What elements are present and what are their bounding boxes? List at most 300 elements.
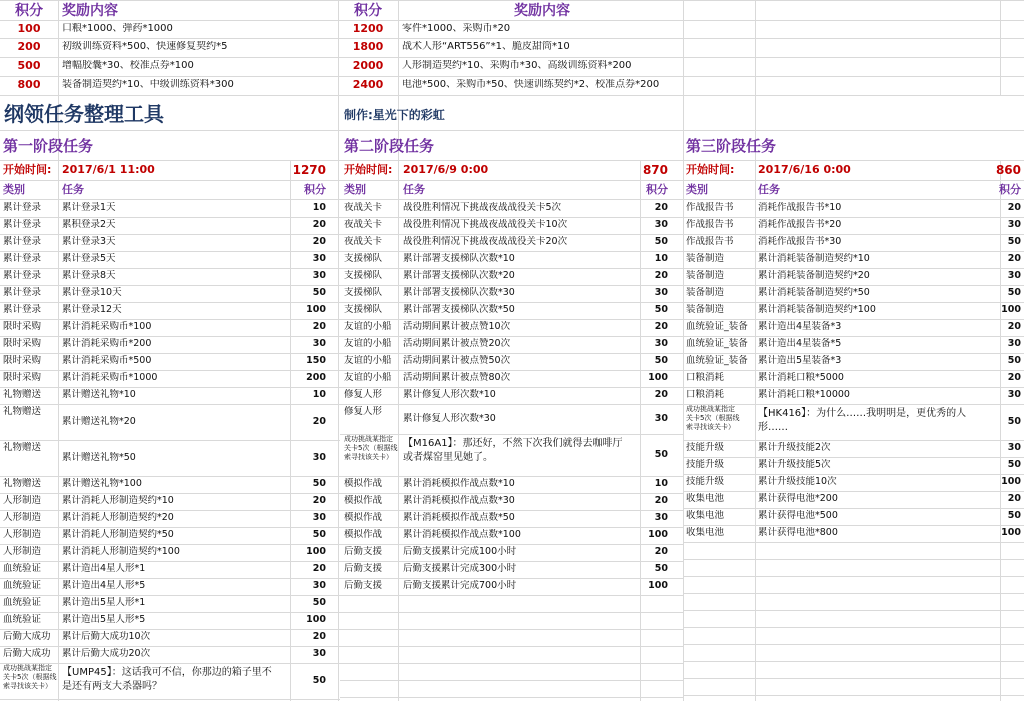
score-header: 积分 xyxy=(999,183,1021,196)
task-score: 50 xyxy=(312,529,326,540)
task-score: 50 xyxy=(654,563,668,574)
task-score: 20 xyxy=(312,631,326,642)
grid-line xyxy=(683,474,1024,475)
task-description: 战役胜利情况下挑战夜战战役关卡20次 xyxy=(403,236,568,247)
task-description: 【UMP45】：这话我可不信，你那边的箱子里不是还有两支大杀器吗？ xyxy=(62,667,272,692)
grid-line xyxy=(683,251,1024,252)
task-category: 友谊的小船 xyxy=(344,338,392,349)
task-description: 累计后勤大成功10次 xyxy=(62,631,151,642)
score-header: 积分 xyxy=(304,183,326,196)
grid-line xyxy=(683,234,1024,235)
grid-line xyxy=(683,542,1024,543)
task-score: 50 xyxy=(1007,287,1021,298)
task-description: 累计消耗模拟作战点数*30 xyxy=(403,495,515,506)
start-time-label: 开始时间: xyxy=(3,163,52,176)
task-score: 30 xyxy=(1007,442,1021,453)
task-category: 血统验证 xyxy=(3,597,42,608)
reward-score: 2000 xyxy=(352,60,384,72)
grid-line xyxy=(0,440,340,441)
task-score: 50 xyxy=(654,236,668,247)
task-description: 消耗作战报告书*20 xyxy=(758,219,842,230)
task-category: 支援梯队 xyxy=(344,287,383,298)
grid-line xyxy=(0,160,1024,161)
task-score: 20 xyxy=(1007,321,1021,332)
grid-line xyxy=(340,302,683,303)
task-description: 消耗作战报告书*10 xyxy=(758,202,842,213)
grid-line xyxy=(340,646,683,647)
task-description: 战役胜利情况下挑战夜战战役关卡5次 xyxy=(403,202,562,213)
task-score: 20 xyxy=(312,236,326,247)
task-category: 累计登录 xyxy=(3,287,42,298)
task-category: 修复人形 xyxy=(344,389,383,400)
task-category: 限时采购 xyxy=(3,338,42,349)
task-description: 累计消耗人形制造契约*50 xyxy=(62,529,174,540)
task-score: 30 xyxy=(654,512,668,523)
task-score: 50 xyxy=(654,304,668,315)
task-description: 累计消耗口粮*10000 xyxy=(758,389,850,400)
task-category: 人形制造 xyxy=(3,529,42,540)
task-category: 累计登录 xyxy=(3,236,42,247)
task-score: 20 xyxy=(312,495,326,506)
task-header: 任务 xyxy=(62,183,84,196)
task-description: 累计登录8天 xyxy=(62,270,116,281)
grid-line xyxy=(0,646,340,647)
task-category: 作战报告书 xyxy=(686,202,734,213)
grid-line xyxy=(340,217,683,218)
task-description: 后勤支援累计完成100小时 xyxy=(403,546,517,557)
grid-line xyxy=(340,680,683,681)
task-description: 累计消耗装备制造契约*10 xyxy=(758,253,870,264)
task-description: 累计消耗人形制造契约*20 xyxy=(62,512,174,523)
grid-line xyxy=(0,578,340,579)
task-category: 礼物赠送 xyxy=(3,478,42,489)
task-category: 口粮消耗 xyxy=(686,372,725,383)
grid-line xyxy=(683,285,1024,286)
task-category: 支援梯队 xyxy=(344,304,383,315)
task-description: 后勤支援累计完成700小时 xyxy=(403,580,517,591)
grid-line xyxy=(340,476,683,477)
task-description: 累计消耗装备制造契约*20 xyxy=(758,270,870,281)
task-score: 20 xyxy=(312,321,326,332)
start-time: 2017/6/16 0:00 xyxy=(758,163,851,176)
task-header: 任务 xyxy=(403,183,425,196)
task-description: 累计登录1天 xyxy=(62,202,116,213)
grid-line xyxy=(0,595,340,596)
task-category: 累计登录 xyxy=(3,270,42,281)
task-category: 人形制造 xyxy=(3,495,42,506)
grid-line xyxy=(340,510,683,511)
task-category: 模拟作战 xyxy=(344,495,383,506)
reward-content: 电池*500、采购币*50、快速训练契约*2、校准点券*200 xyxy=(402,79,660,90)
task-description: 累计消耗模拟作战点数*100 xyxy=(403,529,521,540)
task-score: 30 xyxy=(654,412,668,424)
task-description: 活动期间累计被点赞80次 xyxy=(403,372,511,383)
task-description: 活动期间累计被点赞50次 xyxy=(403,355,511,366)
task-description: 累计部署支援梯队次数*10 xyxy=(403,253,515,264)
grid-line xyxy=(340,544,683,545)
task-category: 模拟作战 xyxy=(344,529,383,540)
task-description: 累计消耗装备制造契约*100 xyxy=(758,304,876,315)
task-category: 收集电池 xyxy=(686,493,725,504)
task-description: 消耗作战报告书*30 xyxy=(758,236,842,247)
grid-line xyxy=(683,508,1024,509)
task-description: 累计消耗采购币*1000 xyxy=(62,372,158,383)
task-category: 装备制造 xyxy=(686,270,725,281)
grid-line xyxy=(340,578,683,579)
grid-line xyxy=(340,612,683,613)
task-description: 累计修复人形次数*30 xyxy=(403,412,496,424)
task-description: 战役胜利情况下挑战夜战战役关卡10次 xyxy=(403,219,568,230)
task-category: 成功挑战某指定关卡5次（根据线索寻找该关卡） xyxy=(344,435,398,461)
task-description: 累计消耗人形制造契约*100 xyxy=(62,546,180,557)
task-score: 20 xyxy=(312,219,326,230)
grid-line xyxy=(683,661,1024,662)
grid-line xyxy=(0,285,340,286)
stage-title: 第三阶段任务 xyxy=(686,137,777,155)
grid-line xyxy=(0,612,340,613)
grid-line xyxy=(683,678,1024,679)
author-credit: 制作:星光下的彩虹 xyxy=(344,108,445,122)
task-score: 30 xyxy=(312,338,326,349)
grid-line xyxy=(340,527,683,528)
task-score: 20 xyxy=(654,389,668,400)
task-category: 后勤支援 xyxy=(344,580,383,591)
task-score: 200 xyxy=(306,372,326,383)
grid-line xyxy=(0,199,1024,200)
task-description: 累计登录3天 xyxy=(62,236,116,247)
grid-line xyxy=(0,20,1024,21)
task-description: 累计赠送礼物*50 xyxy=(62,451,136,463)
task-description: 累计升级技能5次 xyxy=(758,459,831,470)
grid-line xyxy=(683,0,684,701)
grid-line xyxy=(0,0,1024,1)
task-description: 累计部署支援梯队次数*30 xyxy=(403,287,515,298)
task-score: 20 xyxy=(654,495,668,506)
reward-content-header: 奖励内容 xyxy=(62,3,118,19)
task-category: 夜战关卡 xyxy=(344,219,383,230)
task-description: 累计造出4星人形*5 xyxy=(62,580,146,591)
stage-title: 第一阶段任务 xyxy=(3,137,94,155)
task-category: 口粮消耗 xyxy=(686,389,725,400)
reward-score: 1800 xyxy=(352,41,384,53)
task-description: 累计造出4星装备*5 xyxy=(758,338,842,349)
grid-line xyxy=(340,697,683,698)
start-time: 2017/6/9 0:00 xyxy=(403,163,489,176)
task-score: 30 xyxy=(312,512,326,523)
task-score: 50 xyxy=(654,355,668,366)
task-description: 累计造出5星装备*3 xyxy=(758,355,842,366)
task-score: 50 xyxy=(1007,355,1021,366)
stage-title: 第二阶段任务 xyxy=(344,137,435,155)
task-score: 20 xyxy=(312,415,326,427)
category-header: 类别 xyxy=(3,183,25,196)
grid-line xyxy=(340,353,683,354)
grid-line xyxy=(683,336,1024,337)
grid-line xyxy=(0,561,340,562)
grid-line xyxy=(340,561,683,562)
start-time: 2017/6/1 11:00 xyxy=(62,163,155,176)
task-category: 血统验证 xyxy=(3,580,42,591)
grid-line xyxy=(0,370,340,371)
task-score: 10 xyxy=(312,389,326,400)
task-description: 累计获得电池*800 xyxy=(758,527,838,538)
task-description: 累计消耗采购币*200 xyxy=(62,338,152,349)
task-score: 20 xyxy=(654,546,668,557)
reward-content-header: 奖励内容 xyxy=(514,3,570,19)
task-description: 累计消耗采购币*500 xyxy=(62,355,152,366)
task-category: 限时采购 xyxy=(3,355,42,366)
grid-line xyxy=(340,387,683,388)
task-description: 累计赠送礼物*10 xyxy=(62,389,136,400)
category-header: 类别 xyxy=(344,183,366,196)
task-category: 后勤大成功 xyxy=(3,631,51,642)
task-category: 礼物赠送 xyxy=(3,389,42,400)
task-description: 累计消耗装备制造契约*50 xyxy=(758,287,870,298)
task-category: 累计登录 xyxy=(3,253,42,264)
task-category: 作战报告书 xyxy=(686,236,734,247)
reward-score-header: 积分 xyxy=(15,3,43,19)
grid-line xyxy=(1000,0,1001,95)
grid-line xyxy=(340,404,683,405)
grid-line xyxy=(0,699,340,700)
category-header: 类别 xyxy=(686,183,708,196)
task-score: 30 xyxy=(312,451,326,463)
reward-content: 初级训练资料*500、快速修复契约*5 xyxy=(62,41,228,52)
grid-line xyxy=(683,353,1024,354)
stage-total-score: 870 xyxy=(642,163,668,177)
task-score: 50 xyxy=(312,287,326,298)
task-description: 累计消耗人形制造契约*10 xyxy=(62,495,174,506)
task-category: 支援梯队 xyxy=(344,270,383,281)
task-category: 累计登录 xyxy=(3,219,42,230)
reward-content: 增幅胶囊*30、校准点券*100 xyxy=(62,60,194,71)
task-category: 血统验证_装备 xyxy=(686,338,748,349)
task-category: 友谊的小船 xyxy=(344,355,392,366)
task-category: 作战报告书 xyxy=(686,219,734,230)
task-category: 后勤支援 xyxy=(344,546,383,557)
task-category: 夜战关卡 xyxy=(344,236,383,247)
task-score: 30 xyxy=(1007,219,1021,230)
task-description: 【HK416】：为什么……我明明是，更优秀的人形…… xyxy=(758,408,967,433)
task-category: 收集电池 xyxy=(686,527,725,538)
reward-content: 人形制造契约*10、采购币*30、高级训练资料*200 xyxy=(402,60,632,71)
reward-content: 战术人形“ART556”*1、脆皮甜筒*10 xyxy=(402,41,570,52)
task-score: 30 xyxy=(1007,389,1021,400)
grid-line xyxy=(683,457,1024,458)
task-score: 100 xyxy=(648,580,668,591)
task-category: 血统验证 xyxy=(3,614,42,625)
task-score: 30 xyxy=(312,648,326,659)
grid-line xyxy=(0,57,1024,58)
task-description: 累计消耗模拟作战点数*50 xyxy=(403,512,515,523)
grid-line xyxy=(0,302,340,303)
task-category: 人形制造 xyxy=(3,512,42,523)
grid-line xyxy=(340,336,683,337)
task-score: 50 xyxy=(312,597,326,608)
grid-line xyxy=(0,493,340,494)
task-score: 30 xyxy=(312,580,326,591)
task-score: 10 xyxy=(654,478,668,489)
start-time-label: 开始时间: xyxy=(686,163,735,176)
grid-line xyxy=(0,76,1024,77)
task-description: 累计赠送礼物*20 xyxy=(62,415,136,427)
reward-score-header: 积分 xyxy=(354,3,382,19)
task-score: 100 xyxy=(306,304,326,315)
task-description: 累计登录5天 xyxy=(62,253,116,264)
task-description: 活动期间累计被点赞10次 xyxy=(403,321,511,332)
grid-line xyxy=(0,510,340,511)
task-score: 100 xyxy=(1001,527,1021,538)
task-category: 修复人形 xyxy=(344,406,383,417)
task-score: 20 xyxy=(1007,253,1021,264)
grid-line xyxy=(683,610,1024,611)
grid-line xyxy=(340,629,683,630)
page-title: 纲领任务整理工具 xyxy=(4,102,164,126)
task-category: 后勤大成功 xyxy=(3,648,51,659)
task-score: 20 xyxy=(1007,493,1021,504)
grid-line xyxy=(683,525,1024,526)
task-description: 累计修复人形次数*10 xyxy=(403,389,496,400)
task-score: 50 xyxy=(312,478,326,489)
task-score: 30 xyxy=(1007,338,1021,349)
task-description: 累计消耗模拟作战点数*10 xyxy=(403,478,515,489)
grid-line xyxy=(0,544,340,545)
grid-line xyxy=(0,95,1024,96)
task-score: 10 xyxy=(312,202,326,213)
reward-score: 1200 xyxy=(352,23,384,35)
task-score: 50 xyxy=(1007,510,1021,521)
grid-line xyxy=(0,629,340,630)
grid-line xyxy=(683,440,1024,441)
grid-line xyxy=(340,595,683,596)
task-category: 后勤支援 xyxy=(344,563,383,574)
grid-line xyxy=(340,285,683,286)
task-score: 30 xyxy=(654,338,668,349)
task-description: 累计造出4星装备*3 xyxy=(758,321,842,332)
task-score: 30 xyxy=(654,287,668,298)
task-score: 20 xyxy=(312,563,326,574)
grid-line xyxy=(0,180,1024,181)
task-score: 50 xyxy=(1007,459,1021,470)
grid-line xyxy=(0,251,340,252)
reward-content: 零件*1000、采购币*20 xyxy=(402,23,511,34)
task-score: 30 xyxy=(312,270,326,281)
task-description: 活动期间累计被点赞20次 xyxy=(403,338,511,349)
task-category: 人形制造 xyxy=(3,546,42,557)
task-score: 100 xyxy=(306,546,326,557)
score-header: 积分 xyxy=(646,183,668,196)
grid-line xyxy=(0,217,340,218)
task-description: 累计造出5星人形*1 xyxy=(62,597,146,608)
grid-line xyxy=(683,644,1024,645)
grid-line xyxy=(0,404,340,405)
task-description: 累计造出4星人形*1 xyxy=(62,563,146,574)
task-description: 累计获得电池*200 xyxy=(758,493,838,504)
task-score: 50 xyxy=(1007,236,1021,247)
grid-line xyxy=(340,268,683,269)
task-score: 30 xyxy=(1007,270,1021,281)
grid-line xyxy=(0,353,340,354)
task-category: 累计登录 xyxy=(3,202,42,213)
task-category: 友谊的小船 xyxy=(344,372,392,383)
task-category: 限时采购 xyxy=(3,372,42,383)
start-time-label: 开始时间: xyxy=(344,163,393,176)
grid-line xyxy=(683,627,1024,628)
task-category: 礼物赠送 xyxy=(3,442,42,453)
grid-line xyxy=(0,476,340,477)
grid-line xyxy=(0,319,340,320)
task-score: 100 xyxy=(1001,476,1021,487)
task-score: 100 xyxy=(306,614,326,625)
task-score: 10 xyxy=(654,253,668,264)
grid-line xyxy=(683,319,1024,320)
reward-score: 800 xyxy=(17,79,41,91)
stage-total-score: 860 xyxy=(995,163,1021,177)
task-score: 100 xyxy=(648,529,668,540)
task-score: 100 xyxy=(648,372,668,383)
grid-line xyxy=(0,387,340,388)
task-description: 累计获得电池*500 xyxy=(758,510,838,521)
task-description: 累计赠送礼物*100 xyxy=(62,478,142,489)
task-description: 累计升级技能2次 xyxy=(758,442,831,453)
task-description: 累计部署支援梯队次数*50 xyxy=(403,304,515,315)
task-category: 夜战关卡 xyxy=(344,202,383,213)
reward-score: 2400 xyxy=(352,79,384,91)
grid-line xyxy=(0,527,340,528)
grid-line xyxy=(683,268,1024,269)
grid-line xyxy=(0,336,340,337)
grid-line xyxy=(683,302,1024,303)
task-description: 累计登录10天 xyxy=(62,287,122,298)
task-score: 150 xyxy=(306,355,326,366)
grid-line xyxy=(683,559,1024,560)
task-category: 礼物赠送 xyxy=(3,406,42,417)
task-category: 血统验证 xyxy=(3,563,42,574)
task-category: 技能升级 xyxy=(686,459,725,470)
reward-content: 口粮*1000、弹药*1000 xyxy=(62,23,173,34)
grid-line xyxy=(683,370,1024,371)
grid-line xyxy=(340,234,683,235)
task-score: 20 xyxy=(1007,202,1021,213)
task-description: 累计消耗口粮*5000 xyxy=(758,372,844,383)
task-category: 收集电池 xyxy=(686,510,725,521)
reward-score: 500 xyxy=(17,60,41,72)
reward-score: 200 xyxy=(17,41,41,53)
task-score: 20 xyxy=(654,270,668,281)
task-category: 成功挑战某指定关卡5次（根据线索寻找该关卡） xyxy=(3,664,57,690)
task-score: 20 xyxy=(1007,372,1021,383)
task-category: 模拟作战 xyxy=(344,512,383,523)
task-category: 技能升级 xyxy=(686,442,725,453)
task-score: 20 xyxy=(654,321,668,332)
task-category: 装备制造 xyxy=(686,253,725,264)
grid-line xyxy=(340,370,683,371)
task-category: 技能升级 xyxy=(686,476,725,487)
grid-line xyxy=(340,319,683,320)
grid-line xyxy=(0,268,340,269)
task-score: 50 xyxy=(312,674,326,686)
task-category: 血统验证_装备 xyxy=(686,321,748,332)
task-score: 100 xyxy=(1001,304,1021,315)
grid-line xyxy=(340,493,683,494)
grid-line xyxy=(683,491,1024,492)
grid-line xyxy=(683,695,1024,696)
task-score: 30 xyxy=(654,219,668,230)
task-description: 累计登录12天 xyxy=(62,304,122,315)
task-category: 血统验证_装备 xyxy=(686,355,748,366)
grid-line xyxy=(683,217,1024,218)
grid-line xyxy=(0,130,1024,131)
